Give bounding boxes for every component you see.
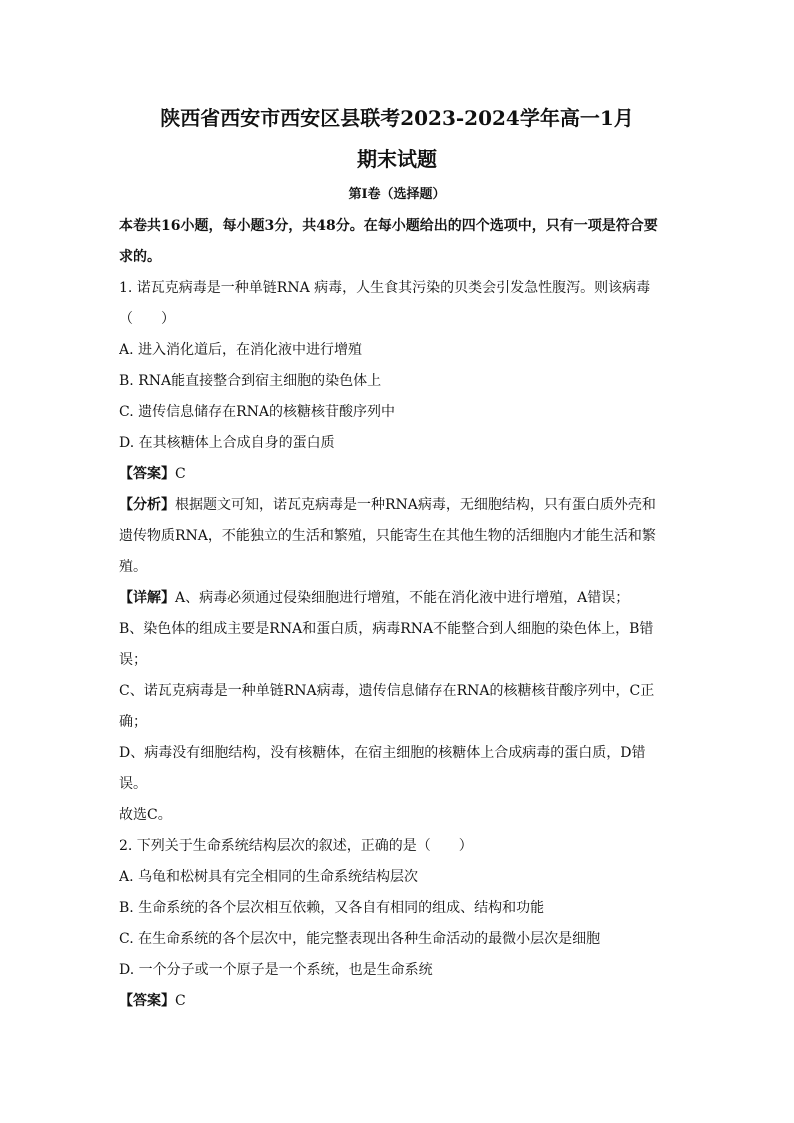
option-c: C. 在生命系统的各个层次中，能完整表现出各种生命活动的最微小层次是细胞 <box>119 931 601 947</box>
detail-line: D、病毒没有细胞结构，没有核糖体，在宿主细胞的核糖体上合成病毒的蛋白质，D错 <box>119 745 646 761</box>
option-d: D. 在其核糖体上合成自身的蛋白质 <box>119 435 335 451</box>
detail-line <box>119 583 679 614</box>
option-b: B. RNA能直接整合到宿主细胞的染色体上 <box>119 373 382 389</box>
answer-label: 【答案】 <box>119 466 175 482</box>
question-stem: 1. 诺瓦克病毒是一种单链RNA 病毒，人生食其污染的贝类会引发急性腹泻。则该病毒 <box>119 280 651 296</box>
analysis-line: 遗传物质RNA，不能独立的生活和繁殖，只能寄生在其他生物的活细胞内才能生活和繁 <box>119 528 656 544</box>
analysis-line <box>119 490 679 521</box>
detail-label: 【详解】 <box>119 590 175 606</box>
detail-line: B、染色体的组成主要是RNA和蛋白质，病毒RNA不能整合到人细胞的染色体上，B错 <box>119 621 654 637</box>
question-stem-blank: （ ） <box>119 311 175 327</box>
detail-line: C、诺瓦克病毒是一种单链RNA病毒，遗传信息储存在RNA的核糖核苷酸序列中，C正 <box>119 683 655 699</box>
document-title-line1: 陕西省西安市西安区县联考2023-2024学年高一1月 <box>160 106 634 130</box>
answer-label: 【答案】 <box>119 993 175 1009</box>
option-a: A. 进入消化道后，在消化液中进行增殖 <box>119 342 363 358</box>
option-d: D. 一个分子或一个原子是一个系统，也是生命系统 <box>119 962 433 978</box>
analysis-line: 殖。 <box>119 559 147 575</box>
option-c: C. 遗传信息储存在RNA的核糖核苷酸序列中 <box>119 404 396 420</box>
section-heading: 第I卷（选择题） <box>348 187 446 202</box>
option-b: B. 生命系统的各个层次相互依赖，又各自有相同的组成、结构和功能 <box>119 900 545 916</box>
question-2 <box>119 831 679 1017</box>
answer-line <box>119 986 679 1017</box>
question-1 <box>119 273 679 831</box>
detail-line: 误。 <box>119 776 147 792</box>
document-body <box>119 211 679 1017</box>
answer-value: C <box>175 466 186 482</box>
instructions-line: 本卷共16小题，每小题3分，共48分。在每小题给出的四个选项中，只有一项是符合要 <box>119 218 658 234</box>
question-stem: 2. 下列关于生命系统结构层次的叙述，正确的是（ ） <box>119 838 473 854</box>
answer-value: C <box>175 993 186 1009</box>
detail-text: A、病毒必须通过侵染细胞进行增殖，不能在消化液中进行增殖，A错误； <box>175 590 630 606</box>
instructions-line: 求的。 <box>119 249 161 265</box>
detail-line: 误； <box>119 652 147 668</box>
answer-line <box>119 459 679 490</box>
conclusion-line: 故选C。 <box>119 807 172 823</box>
analysis-label: 【分析】 <box>119 497 175 513</box>
document-title-line2: 期末试题 <box>357 147 437 171</box>
option-a: A. 乌龟和松树具有完全相同的生命系统结构层次 <box>119 869 419 885</box>
detail-line: 确； <box>119 714 147 730</box>
analysis-text: 根据题文可知，诺瓦克病毒是一种RNA病毒，无细胞结构，只有蛋白质外壳和 <box>175 497 656 513</box>
